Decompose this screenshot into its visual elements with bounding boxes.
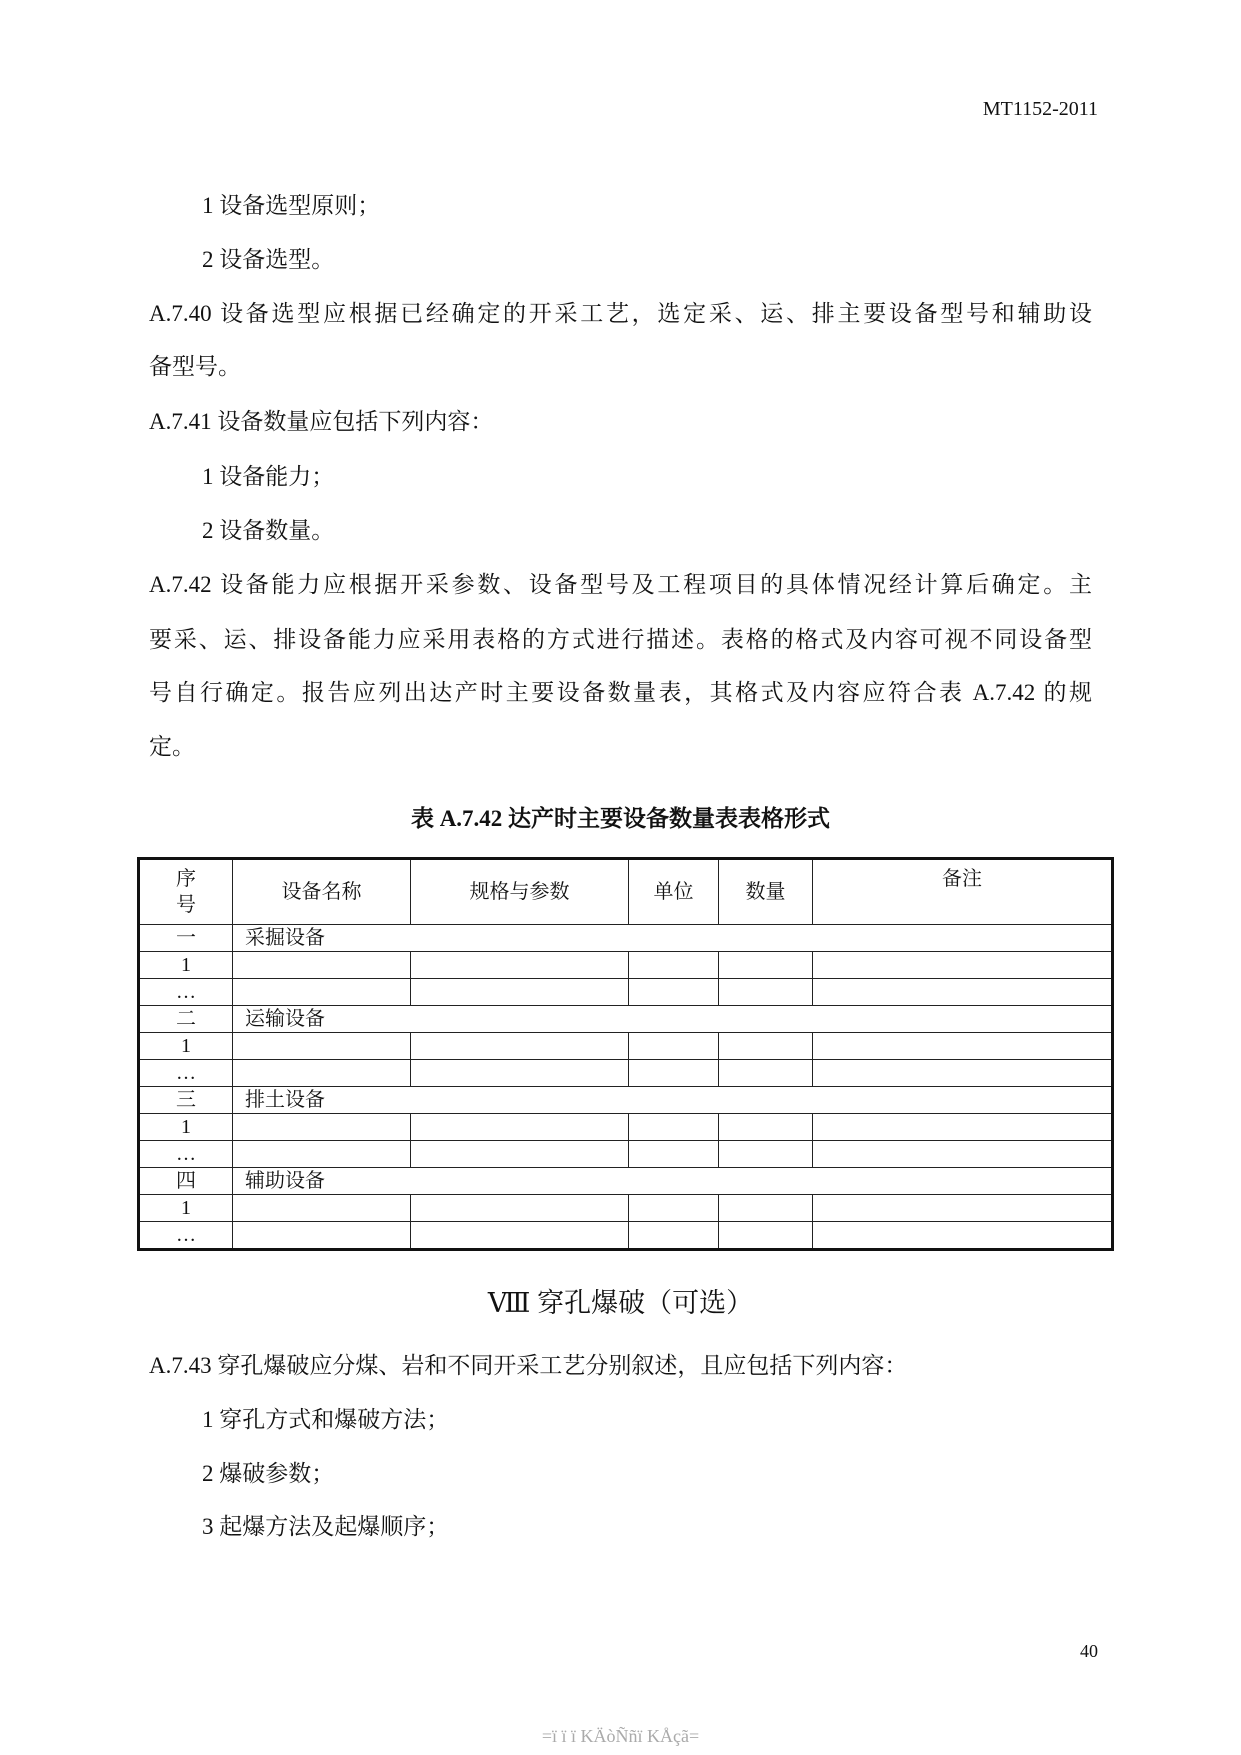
column-header: 规格与参数 [411,859,629,925]
group-number: 三 [139,1087,233,1114]
cell [233,1195,411,1222]
page-number: 40 [1080,1641,1098,1661]
row-number: 1 [139,1195,233,1222]
cell [719,1114,813,1141]
group-name: 辅助设备 [233,1168,1113,1195]
cell [719,1222,813,1250]
row-number: … [139,1222,233,1250]
cell [233,1033,411,1060]
text-line: A.7.43 穿孔爆破应分煤、岩和不同开采工艺分别叙述，且应包括下列内容： [149,1353,908,1378]
text-line: A.7.42 设备能力应根据开采参数、设备型号及工程项目的具体情况经计算后确定。主 [149,572,1092,597]
cell [813,979,1113,1006]
cell [233,1141,411,1168]
cell [813,1222,1113,1250]
group-row [139,1006,1113,1033]
text-line: 3 起爆方法及起爆顺序； [202,1514,450,1539]
group-number: 四 [139,1168,233,1195]
cell [719,979,813,1006]
cell [233,979,411,1006]
cell [719,1060,813,1087]
column-header: 序号 [139,859,233,925]
cell [411,1222,629,1250]
table-row [139,1195,1113,1222]
cell [813,1141,1113,1168]
cell [411,952,629,979]
table-row [139,1114,1113,1141]
table-header-row [139,859,1113,925]
cell [629,952,719,979]
cell [233,952,411,979]
text-line: 1 设备选型原则； [202,193,381,218]
cell [629,1114,719,1141]
cell [719,952,813,979]
cell [813,1195,1113,1222]
table-row [139,1141,1113,1168]
text-line: A.7.41 设备数量应包括下列内容： [149,409,494,434]
cell [813,1060,1113,1087]
text-line: A.7.40 设备选型应根据已经确定的开采工艺，选定采、运、排主要设备型号和辅助设 [149,301,1092,326]
row-number: … [139,1060,233,1087]
row-number: 1 [139,1033,233,1060]
cell [813,1114,1113,1141]
group-row [139,1087,1113,1114]
text-line: 备型号。 [149,354,241,379]
cell [629,1060,719,1087]
cell [813,1033,1113,1060]
group-row [139,925,1113,952]
column-header: 备注 [813,859,1113,925]
footer-watermark: =ï ï ï KÄòÑñï KÅçã= [541,1726,700,1746]
text-line: 要采、运、排设备能力应采用表格的方式进行描述。表格的格式及内容可视不同设备型 [149,627,1092,652]
text-line: 2 爆破参数； [202,1461,335,1486]
column-header: 单位 [629,859,719,925]
column-header: 设备名称 [233,859,411,925]
cell [233,1222,411,1250]
cell [629,1195,719,1222]
text-line: 1 设备能力； [202,464,335,489]
equipment-table [137,857,1114,1251]
cell [411,979,629,1006]
row-number: 1 [139,1114,233,1141]
row-number: … [139,1141,233,1168]
cell [411,1060,629,1087]
cell [411,1114,629,1141]
row-number: 1 [139,952,233,979]
text-line: 2 设备数量。 [202,518,335,543]
cell [233,1114,411,1141]
cell [411,1195,629,1222]
cell [813,952,1113,979]
cell [411,1033,629,1060]
table-row [139,1222,1113,1250]
cell [719,1141,813,1168]
text-line: 定。 [149,734,195,759]
text-line: 2 设备选型。 [202,247,335,272]
column-header: 数量 [719,859,813,925]
table-row [139,979,1113,1006]
text-line: 1 穿孔方式和爆破方法； [202,1407,450,1432]
table-row [139,1033,1113,1060]
cell [629,979,719,1006]
cell [629,1033,719,1060]
text-line: 号自行确定。报告应列出达产时主要设备数量表，其格式及内容应符合表 A.7.42 的规 [149,680,1092,705]
document-code: MT1152-2011 [982,98,1098,120]
group-number: 一 [139,925,233,952]
cell [719,1033,813,1060]
group-number: 二 [139,1006,233,1033]
cell [233,1060,411,1087]
table-row [139,1060,1113,1087]
group-row [139,1168,1113,1195]
row-number: … [139,979,233,1006]
cell [719,1195,813,1222]
table-title: 表 A.7.42 达产时主要设备数量表表格形式 [410,806,831,831]
group-name: 运输设备 [233,1006,1113,1033]
group-name: 采掘设备 [233,925,1113,952]
cell [411,1141,629,1168]
table-row [139,952,1113,979]
section-heading: Ⅷ 穿孔爆破（可选） [487,1288,754,1318]
cell [629,1222,719,1250]
cell [629,1141,719,1168]
group-name: 排土设备 [233,1087,1113,1114]
